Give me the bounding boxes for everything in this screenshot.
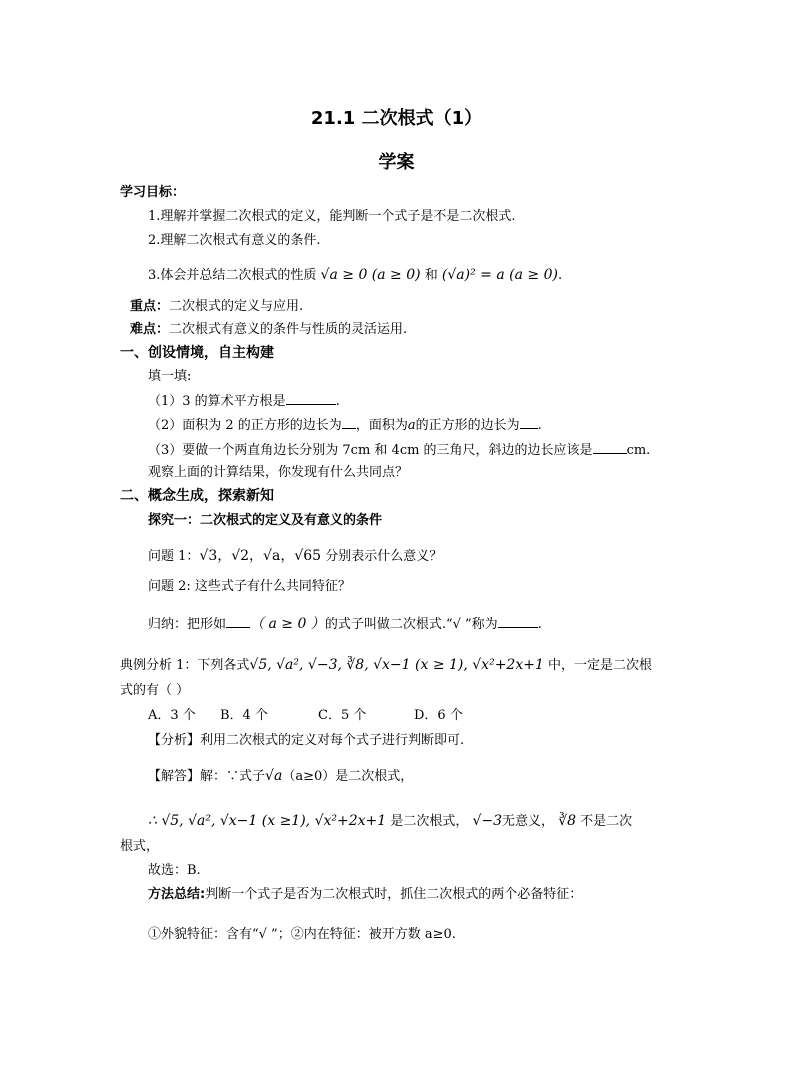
meaningless-text: 无意义， (502, 814, 555, 829)
goal-3-prefix: 3.体会并总结二次根式的性质 (148, 268, 317, 283)
example-1-tail: 中，一定是二次根 (548, 658, 653, 673)
goal-2: 2.理解二次根式有意义的条件. (148, 233, 321, 248)
example-1-exprs: √5, √a², √−3, ∛8, √x−1 (x ≥ 1), √x²+2x+1 (249, 657, 544, 673)
answer-blank[interactable] (286, 391, 336, 405)
difficulty-point (130, 321, 407, 339)
cube-root-expr: ∛8 (558, 813, 577, 829)
key-point (130, 298, 303, 316)
summary (148, 614, 542, 634)
analysis-label: 【分析】 (148, 733, 201, 748)
method-label: 方法总结: (148, 887, 206, 902)
therefore-cont: 根式， (120, 839, 160, 854)
answer-blank[interactable] (226, 614, 250, 628)
difficulty-text: 二次根式有意义的条件与性质的灵活运用. (169, 322, 408, 337)
goals-heading: 学习目标： (120, 185, 186, 200)
summary-condition: （ a ≥ 0 ） (250, 616, 325, 632)
question-2 (148, 415, 542, 435)
key-label: 重点： (130, 299, 170, 314)
therefore-exprs: ∴ √5, √a², √x−1 (x ≥1), √x²+2x+1 (148, 813, 387, 829)
goal-3-end: . (557, 268, 563, 283)
question-2-text: （2）面积为 2 的正方形的边长为 (148, 418, 342, 433)
method-summary (148, 886, 582, 904)
answer-tail: （a≥0）是二次根式， (282, 769, 414, 784)
question-1-text: （1）3 的算术平方根是 (148, 394, 286, 409)
option-a[interactable]: A．3 个 (148, 708, 196, 723)
question-3 (148, 440, 650, 460)
answer-blank[interactable] (342, 415, 356, 429)
choose-line: 故选：B. (148, 863, 201, 878)
goal-3-and: 和 (424, 268, 438, 283)
question-3-text: （3）要做一个两直角边长分别为 7cm 和 4cm 的三角尺，斜边的边长应该是 (148, 443, 593, 458)
example-1 (120, 656, 652, 675)
option-c[interactable]: C．5 个 (318, 708, 367, 723)
answer-label: 【解答】 (148, 769, 201, 784)
question-2-end: . (537, 418, 542, 433)
page-title: 21.1 二次根式（1） (310, 108, 483, 129)
answer-text: 解：∵式子 (200, 769, 266, 784)
page-subtitle: 学案 (378, 152, 415, 173)
features-line: ①外貌特征：含有“√ ”；②内在特征：被开方数 a≥0. (148, 927, 456, 942)
problem-1-exprs: √3，√2，√a，√65 (199, 548, 322, 564)
fill-label: 填一填: (148, 369, 192, 384)
problem-2: 问题 2: 这些式子有什么共同特征？ (148, 579, 351, 594)
summary-mid: 的式子叫做二次根式.“√ ”称为 (324, 617, 498, 632)
observe-prompt: 观察上面的计算结果，你发现有什么共同点？ (148, 465, 409, 480)
option-b[interactable]: B．4 个 (220, 708, 268, 723)
answer-blank[interactable] (520, 415, 538, 429)
variable-a: a (407, 418, 416, 433)
not-radical-text: 不是二次 (580, 814, 633, 829)
goal-3 (148, 266, 562, 285)
section2-heading: 二、概念生成，探索新知 (120, 488, 274, 504)
square-property-formula: (√a)² = a (a ≥ 0) (441, 267, 558, 283)
therefore-text: 是二次根式， (390, 814, 469, 829)
question-2-mid: ，面积为 (355, 418, 408, 433)
summary-text: 归纳：把形如 (148, 617, 227, 632)
sqrt-property-formula: √a ≥ 0 (a ≥ 0) (320, 267, 421, 283)
example-1-cont: 式的有（ ） (120, 683, 190, 698)
problem-1-label: 问题 1： (148, 549, 200, 564)
analysis (148, 732, 464, 750)
answer-blank[interactable] (498, 614, 538, 628)
goal-1: 1.理解并掌握二次根式的定义，能判断一个式子是不是二次根式. (148, 209, 516, 224)
method-text: 判断一个式子是否为二次根式时，抓住二次根式的两个必备特征： (205, 887, 583, 902)
therefore-line (148, 812, 632, 831)
question-2-tail: 的正方形的边长为 (415, 418, 520, 433)
problem-1 (148, 547, 442, 566)
analysis-text: 利用二次根式的定义对每个式子进行判断即可. (200, 733, 465, 748)
summary-end: . (537, 617, 542, 632)
section1-heading: 一、创设情境，自主构建 (120, 345, 274, 361)
answer (148, 767, 413, 786)
neg-sqrt-expr: √−3 (472, 813, 503, 829)
key-text: 二次根式的定义与应用. (169, 299, 304, 314)
question-1-end: . (335, 394, 340, 409)
answer-blank[interactable] (593, 440, 627, 454)
difficulty-label: 难点： (130, 322, 170, 337)
answer-expr: √a (265, 768, 283, 784)
problem-1-tail: 分别表示什么意义？ (325, 549, 443, 564)
example-1-text: 典例分析 1：下列各式 (120, 658, 250, 673)
question-3-end: cm. (626, 443, 651, 458)
option-d[interactable]: D．6 个 (414, 708, 463, 723)
question-1 (148, 391, 340, 411)
explore-1-heading: 探究一：二次根式的定义及有意义的条件 (148, 513, 383, 528)
